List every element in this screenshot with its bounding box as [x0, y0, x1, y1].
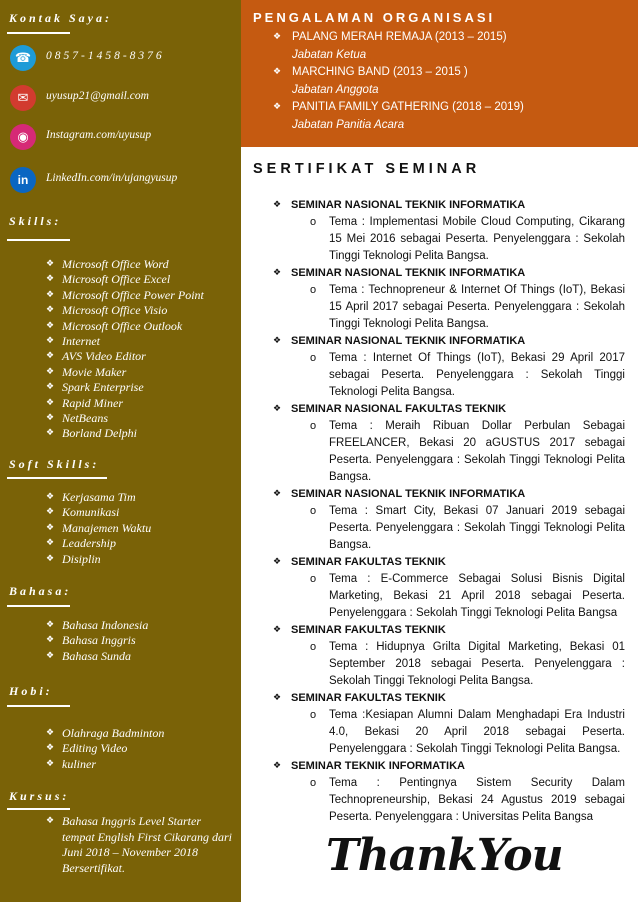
diamond-bullet-icon: ❖ — [273, 761, 282, 771]
list-item — [46, 303, 204, 318]
list-item — [46, 319, 204, 334]
contact-linkedin[interactable] — [10, 167, 235, 195]
seminar-tema-text: Tema : Meraih Ribuan Dollar Perbulan Sebagai FREELANCER, Bekasi 20 aGUSTUS 2017 sebagai Peserta. Penyelenggara : Sekolah Tinggi Teknologi Pelita Bangsa. — [329, 420, 625, 483]
list-item-label: Movie Maker — [62, 364, 127, 379]
seminar-tema — [310, 282, 625, 333]
contact-email[interactable] — [10, 85, 235, 113]
list-item — [46, 757, 164, 772]
softskills-heading: Soft Skills: — [9, 457, 100, 471]
list-item — [46, 726, 164, 741]
circle-bullet-icon: o — [310, 216, 317, 228]
organisasi-name — [271, 29, 524, 47]
diamond-bullet-icon: ❖ — [46, 553, 55, 564]
seminar-heading-text: SEMINAR FAKULTAS TEKNIK — [291, 556, 446, 568]
hobi-list — [46, 726, 164, 772]
phone-text: 0857-1458-8376 — [46, 50, 165, 62]
seminar-heading — [272, 622, 625, 639]
seminar-tema — [310, 503, 625, 554]
organisasi-role: Jabatan Ketua — [292, 48, 367, 61]
diamond-bullet-icon: ❖ — [46, 492, 55, 502]
seminar-heading-text: SEMINAR NASIONAL TEKNIK INFORMATIKA — [291, 335, 526, 347]
diamond-bullet-icon: ❖ — [273, 557, 282, 567]
phone-icon: ☎ — [10, 45, 36, 71]
seminar-heading-text: SEMINAR NASIONAL TEKNIK INFORMATIKA — [291, 199, 526, 211]
softskills-list — [46, 490, 151, 567]
seminar-heading-text: SEMINAR NASIONAL TEKNIK INFORMATIKA — [291, 488, 526, 500]
circle-bullet-icon: o — [310, 709, 317, 721]
list-item — [46, 814, 232, 876]
seminar-tema-text: Tema : Hidupnya Grilta Digital Marketing, Bekasi 01 September 2018 sebagai Peserta. Penyelenggara : Sekolah Tinggi Teknologi Pelita Bangsa. — [329, 641, 625, 687]
circle-bullet-icon: o — [310, 352, 317, 364]
linkedin-icon: in — [10, 167, 36, 193]
list-item — [46, 490, 151, 505]
list-item-label: Microsoft Office Outlook — [62, 318, 183, 333]
circle-bullet-icon: o — [310, 420, 317, 432]
thank-you-signature: ThankYou — [326, 830, 563, 881]
diamond-bullet-icon: ❖ — [46, 305, 55, 316]
organisasi-item — [271, 64, 524, 99]
diamond-bullet-icon: ❖ — [46, 259, 55, 269]
list-item-label: Olahraga Badminton — [62, 726, 165, 740]
list-item-label: Microsoft Office Visio — [62, 303, 168, 318]
seminar-tema — [310, 418, 625, 486]
contact-heading: Kontak Saya: — [9, 11, 113, 25]
diamond-bullet-icon: ❖ — [46, 413, 55, 424]
seminar-heading-text: SEMINAR FAKULTAS TEKNIK — [291, 692, 446, 704]
seminar-tema — [310, 214, 625, 265]
seminar-heading — [272, 758, 625, 775]
diamond-bullet-icon: ❖ — [46, 382, 55, 393]
list-item — [46, 257, 204, 272]
diamond-bullet-icon: ❖ — [46, 320, 55, 331]
seminar-tema-text: Tema : Pentingnya Sistem Security Dalam Technopreneurship, Bekasi 24 Agustus 2019 sebagai Peserta. Penyelenggara : Universitas Pelita Bangsa — [329, 777, 625, 823]
seminar-tema — [310, 350, 625, 401]
diamond-bullet-icon: ❖ — [273, 67, 282, 77]
list-item — [46, 633, 148, 648]
diamond-bullet-icon: ❖ — [46, 274, 55, 285]
softskills-underline — [7, 477, 107, 479]
diamond-bullet-icon: ❖ — [46, 758, 55, 769]
list-item — [46, 380, 204, 395]
organisasi-panel — [241, 0, 638, 147]
diamond-bullet-icon: ❖ — [46, 507, 55, 518]
kursus-heading: Kursus: — [9, 789, 70, 803]
seminar-heading — [272, 554, 625, 571]
list-item-label: Bahasa Sunda — [62, 648, 131, 663]
diamond-bullet-icon: ❖ — [273, 200, 282, 210]
instagram-text[interactable]: Instagram.com/uyusup — [46, 129, 152, 141]
list-item — [46, 521, 151, 536]
contact-phone — [10, 45, 235, 73]
bahasa-underline — [7, 605, 70, 607]
circle-bullet-icon: o — [310, 505, 317, 517]
seminar-tema-text: Tema : Implementasi Mobile Cloud Computing, Cikarang 15 Mei 2016 sebagai Peserta. Penyelenggara : Sekolah Tinggi Teknologi Pelita Bangsa. — [329, 216, 625, 262]
list-item — [46, 552, 151, 567]
email-text[interactable]: uyusup21@gmail.com — [46, 90, 149, 102]
organisasi-name — [271, 64, 524, 82]
diamond-bullet-icon: ❖ — [46, 336, 55, 347]
skills-list — [46, 257, 204, 442]
diamond-bullet-icon: ❖ — [273, 489, 282, 499]
organisasi-heading: PENGALAMAN ORGANISASI — [253, 10, 496, 25]
list-item-label: Editing Video — [62, 741, 128, 756]
list-item — [46, 349, 204, 364]
diamond-bullet-icon: ❖ — [46, 397, 55, 408]
diamond-bullet-icon: ❖ — [273, 625, 282, 635]
seminar-heading — [272, 690, 625, 707]
hobi-heading: Hobi: — [9, 684, 53, 698]
seminar-heading — [272, 486, 625, 503]
list-item-label: kuliner — [62, 756, 96, 771]
list-item — [46, 741, 164, 756]
list-item-label: Microsoft Office Excel — [62, 272, 171, 287]
seminar-tema-text: Tema : Technopreneur & Internet Of Things (IoT), Bekasi 15 April 2017 sebagai Peserta. Penyelenggara : Sekolah Tinggi Teknologi Pelita Bangsa. — [329, 284, 625, 330]
list-item-label: Disiplin — [62, 551, 101, 566]
circle-bullet-icon: o — [310, 641, 317, 653]
organisasi-item — [271, 29, 524, 64]
list-item — [46, 396, 204, 411]
list-item — [46, 426, 204, 441]
diamond-bullet-icon: ❖ — [273, 268, 282, 278]
skills-underline — [7, 239, 70, 241]
kursus-underline — [7, 808, 70, 810]
list-item-label: Bahasa Inggris — [62, 633, 136, 648]
diamond-bullet-icon: ❖ — [273, 336, 282, 346]
seminar-heading-text: SEMINAR FAKULTAS TEKNIK — [291, 624, 446, 636]
list-item — [46, 411, 204, 426]
list-item-label: Internet — [62, 334, 100, 349]
diamond-bullet-icon: ❖ — [46, 743, 55, 754]
diamond-bullet-icon: ❖ — [46, 816, 55, 826]
list-item-label: Spark Enterprise — [62, 380, 144, 395]
kursus-list — [46, 814, 232, 876]
skills-heading: Skills: — [9, 214, 62, 228]
diamond-bullet-icon: ❖ — [273, 404, 282, 414]
diamond-bullet-icon: ❖ — [46, 289, 55, 300]
list-item-label: Manajemen Waktu — [62, 520, 152, 535]
list-item-label: Microsoft Office Power Point — [62, 287, 204, 302]
diamond-bullet-icon: ❖ — [273, 102, 282, 112]
seminar-tema — [310, 639, 625, 690]
list-item-label: Microsoft Office Word — [62, 257, 169, 271]
diamond-bullet-icon: ❖ — [46, 635, 55, 646]
diamond-bullet-icon: ❖ — [46, 366, 55, 377]
list-item — [46, 272, 204, 287]
seminar-tema-text: Tema : E-Commerce Sebagai Solusi Bisnis Digital Marketing, Bekasi 21 April 2018 sebagai Peserta. Penyelenggara : Sekolah Tinggi Teknologi Pelita Bangsa — [329, 573, 625, 619]
seminar-heading — [272, 265, 625, 282]
seminar-heading — [272, 333, 625, 350]
diamond-bullet-icon: ❖ — [46, 650, 55, 661]
diamond-bullet-icon: ❖ — [273, 32, 282, 42]
list-item — [46, 536, 151, 551]
seminar-tema-text: Tema :Kesiapan Alumni Dalam Menghadapi Era Industri 4.0, Bekasi 20 April 2018 sebagai Peserta. Penyelenggara : Sekolah Tinggi Teknologi Pelita Bangsa. — [329, 709, 625, 755]
list-item — [46, 334, 204, 349]
list-item-label: Kerjasama Tim — [62, 490, 136, 504]
seminar-heading-text: SEMINAR NASIONAL FAKULTAS TEKNIK — [291, 403, 507, 415]
bahasa-heading: Bahasa: — [9, 584, 72, 598]
mail-icon: ✉ — [10, 85, 36, 111]
list-item-label: Rapid Miner — [62, 395, 123, 410]
organisasi-item — [271, 99, 524, 134]
circle-bullet-icon: o — [310, 777, 317, 789]
linkedin-text[interactable]: LinkedIn.com/in/ujangyusup — [46, 172, 178, 184]
diamond-bullet-icon: ❖ — [46, 351, 55, 362]
list-item — [46, 288, 204, 303]
circle-bullet-icon: o — [310, 573, 317, 585]
instagram-icon: ◉ — [10, 124, 36, 150]
diamond-bullet-icon: ❖ — [46, 428, 55, 439]
list-item-label: Leadership — [62, 536, 116, 551]
hobi-underline — [7, 705, 70, 707]
seminar-tema-text: Tema : Smart City, Bekasi 07 Januari 2019 sebagai Peserta. Penyelenggara : Sekolah Tinggi Teknologi Pelita Bangsa. — [329, 505, 625, 551]
organisasi-name-text: MARCHING BAND (2013 – 2015 ) — [292, 66, 468, 78]
seminar-tema — [310, 571, 625, 622]
seminar-heading-text: SEMINAR TEKNIK INFORMATIKA — [291, 760, 465, 772]
list-item — [46, 649, 148, 664]
list-item — [46, 505, 151, 520]
organisasi-name-text: PANITIA FAMILY GATHERING (2018 – 2019) — [292, 101, 524, 113]
contact-underline — [7, 32, 70, 34]
diamond-bullet-icon: ❖ — [46, 522, 55, 533]
seminar-tema — [310, 707, 625, 758]
sertifikat-list — [272, 197, 625, 826]
diamond-bullet-icon: ❖ — [46, 538, 55, 549]
list-item-label: Komunikasi — [62, 505, 120, 520]
contact-instagram[interactable] — [10, 124, 235, 152]
seminar-tema — [310, 775, 625, 826]
list-item-label: AVS Video Editor — [62, 349, 146, 364]
list-item — [46, 365, 204, 380]
sidebar — [0, 0, 241, 902]
seminar-heading — [272, 401, 625, 418]
organisasi-name — [271, 99, 524, 117]
diamond-bullet-icon: ❖ — [273, 693, 282, 703]
list-item-label: NetBeans — [62, 411, 108, 426]
seminar-heading-text: SEMINAR NASIONAL TEKNIK INFORMATIKA — [291, 267, 526, 279]
list-item-label: Bahasa Indonesia — [62, 618, 149, 632]
organisasi-name-text: PALANG MERAH REMAJA (2013 – 2015) — [292, 31, 507, 43]
list-item-label: Bahasa Inggris Level Starter tempat English First Cikarang dari Juni 2018 – November 2018 Bersertifikat. — [62, 814, 233, 875]
seminar-heading — [272, 197, 625, 214]
diamond-bullet-icon: ❖ — [46, 620, 55, 630]
diamond-bullet-icon: ❖ — [46, 728, 55, 738]
seminar-tema-text: Tema : Internet Of Things (IoT), Bekasi 29 April 2017 sebagai Peserta. Penyelenggara : Sekolah Tinggi Teknologi Pelita Bangsa. — [329, 352, 625, 398]
list-item-label: Borland Delphi — [62, 426, 137, 441]
bahasa-list — [46, 618, 148, 664]
circle-bullet-icon: o — [310, 284, 317, 296]
organisasi-role: Jabatan Panitia Acara — [292, 118, 405, 131]
sertifikat-heading: SERTIFIKAT SEMINAR — [253, 161, 481, 177]
organisasi-list — [271, 29, 524, 134]
list-item — [46, 618, 148, 633]
organisasi-role: Jabatan Anggota — [292, 83, 379, 96]
